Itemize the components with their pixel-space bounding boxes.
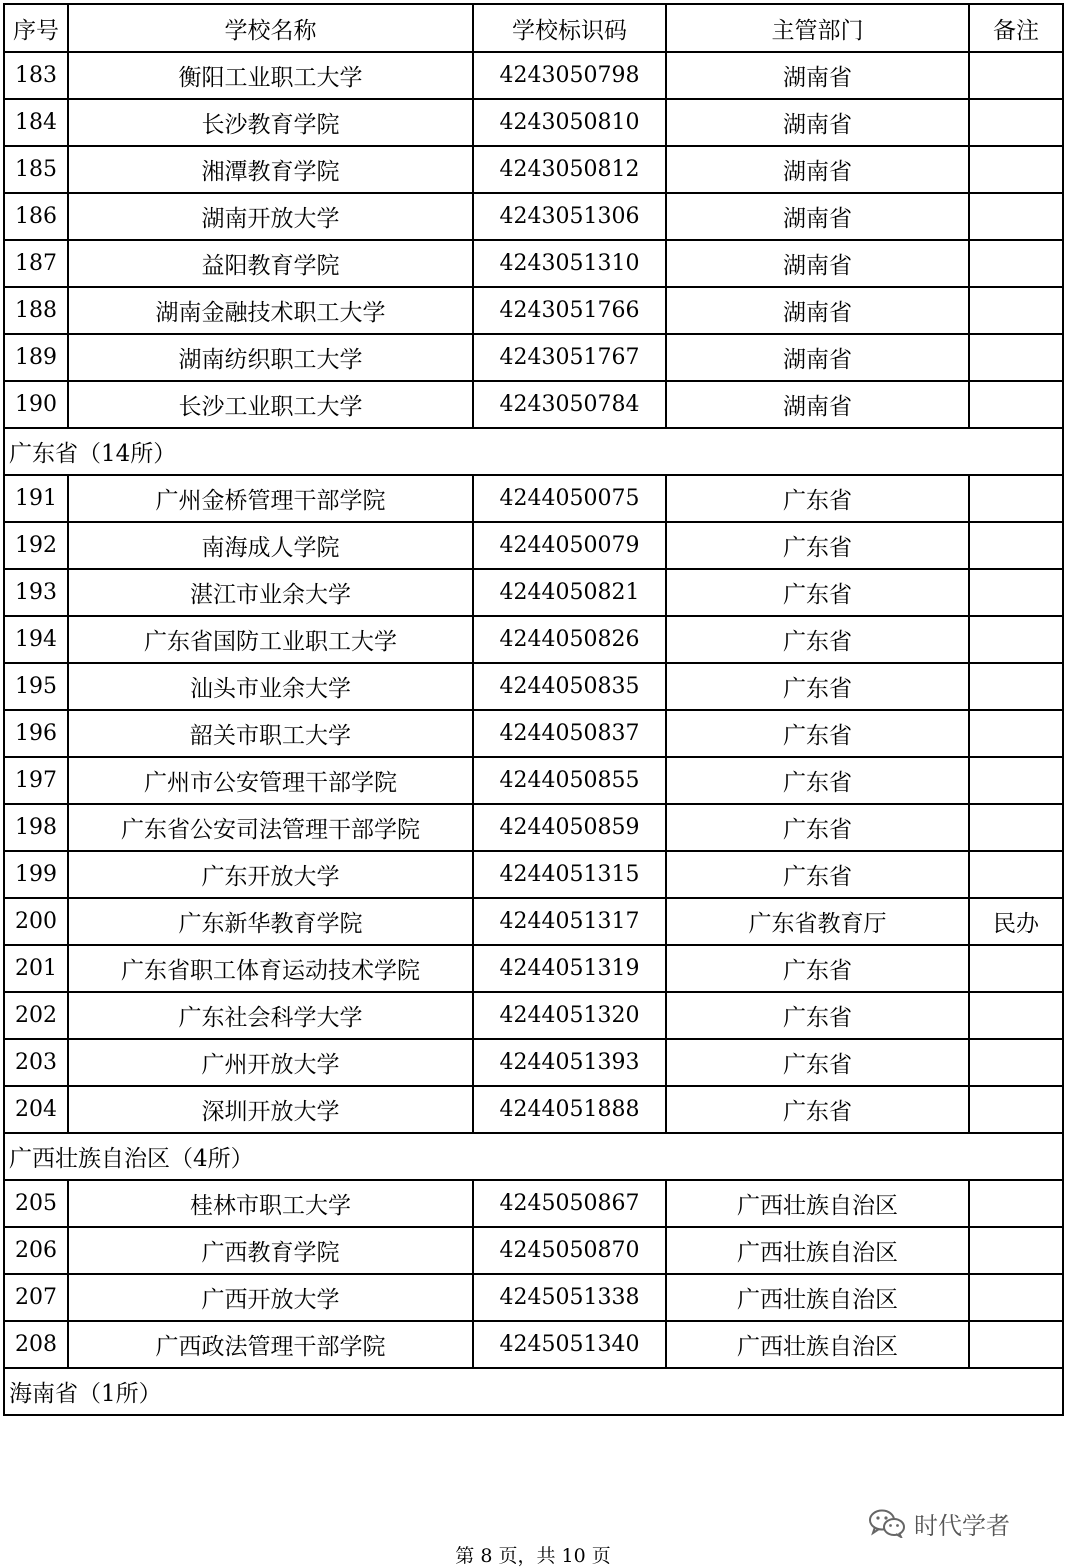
cell-school-name: 广西政法管理干部学院 xyxy=(68,1321,473,1368)
cell-serial: 197 xyxy=(4,757,68,804)
cell-remarks xyxy=(969,1086,1063,1133)
cell-remarks xyxy=(969,193,1063,240)
cell-remarks xyxy=(969,1039,1063,1086)
table-row xyxy=(4,616,1063,663)
cell-serial: 188 xyxy=(4,287,68,334)
cell-remarks xyxy=(969,1227,1063,1274)
cell-school-code: 4244051319 xyxy=(473,945,666,992)
cell-school-code: 4244051320 xyxy=(473,992,666,1039)
cell-remarks xyxy=(969,569,1063,616)
cell-school-name: 南海成人学院 xyxy=(68,522,473,569)
cell-school-code: 4245051338 xyxy=(473,1274,666,1321)
cell-department: 广西壮族自治区 xyxy=(666,1180,969,1227)
cell-school-name: 广西开放大学 xyxy=(68,1274,473,1321)
cell-department: 湖南省 xyxy=(666,287,969,334)
cell-school-code: 4244051393 xyxy=(473,1039,666,1086)
cell-school-name: 广州市公安管理干部学院 xyxy=(68,757,473,804)
section-row xyxy=(4,428,1063,475)
cell-school-code: 4244050079 xyxy=(473,522,666,569)
cell-department: 广东省 xyxy=(666,710,969,757)
table-row xyxy=(4,381,1063,428)
cell-department: 湖南省 xyxy=(666,99,969,146)
cell-school-name: 湖南开放大学 xyxy=(68,193,473,240)
cell-department: 湖南省 xyxy=(666,334,969,381)
cell-serial: 205 xyxy=(4,1180,68,1227)
cell-department: 广东省 xyxy=(666,1039,969,1086)
table-row xyxy=(4,1180,1063,1227)
cell-school-code: 4244050075 xyxy=(473,475,666,522)
cell-serial: 204 xyxy=(4,1086,68,1133)
cell-school-code: 4244051317 xyxy=(473,898,666,945)
table-row xyxy=(4,522,1063,569)
cell-remarks xyxy=(969,381,1063,428)
cell-remarks xyxy=(969,334,1063,381)
section-row xyxy=(4,1368,1063,1415)
cell-department: 广东省 xyxy=(666,804,969,851)
table-row xyxy=(4,52,1063,99)
cell-serial: 185 xyxy=(4,146,68,193)
table-row xyxy=(4,945,1063,992)
cell-serial: 202 xyxy=(4,992,68,1039)
cell-serial: 183 xyxy=(4,52,68,99)
cell-serial: 200 xyxy=(4,898,68,945)
cell-serial: 194 xyxy=(4,616,68,663)
section-title: 海南省（1所） xyxy=(4,1368,1063,1415)
cell-school-code: 4243050810 xyxy=(473,99,666,146)
cell-school-code: 4243051767 xyxy=(473,334,666,381)
table-row xyxy=(4,475,1063,522)
cell-serial: 192 xyxy=(4,522,68,569)
cell-school-code: 4243050798 xyxy=(473,52,666,99)
page-footer: 第 8 页，共 10 页 xyxy=(455,1545,611,1567)
cell-serial: 196 xyxy=(4,710,68,757)
table-row xyxy=(4,992,1063,1039)
cell-department: 广西壮族自治区 xyxy=(666,1274,969,1321)
cell-serial: 191 xyxy=(4,475,68,522)
cell-department: 广西壮族自治区 xyxy=(666,1321,969,1368)
cell-school-name: 广东开放大学 xyxy=(68,851,473,898)
cell-school-code: 4243050812 xyxy=(473,146,666,193)
section-title: 广西壮族自治区（4所） xyxy=(4,1133,1063,1180)
cell-school-name: 湛江市业余大学 xyxy=(68,569,473,616)
table-row xyxy=(4,898,1063,945)
cell-remarks xyxy=(969,663,1063,710)
table-row xyxy=(4,287,1063,334)
section-row xyxy=(4,1133,1063,1180)
cell-department: 广东省 xyxy=(666,992,969,1039)
cell-school-code: 4244050855 xyxy=(473,757,666,804)
cell-remarks xyxy=(969,616,1063,663)
cell-school-name: 湘潭教育学院 xyxy=(68,146,473,193)
table-row xyxy=(4,1321,1063,1368)
cell-department: 广东省 xyxy=(666,616,969,663)
cell-remarks xyxy=(969,1321,1063,1368)
cell-school-code: 4244051888 xyxy=(473,1086,666,1133)
cell-school-code: 4243051766 xyxy=(473,287,666,334)
cell-remarks xyxy=(969,710,1063,757)
cell-serial: 207 xyxy=(4,1274,68,1321)
header-remarks: 备注 xyxy=(969,4,1063,52)
cell-department: 广东省教育厅 xyxy=(666,898,969,945)
table-row xyxy=(4,146,1063,193)
cell-school-name: 衡阳工业职工大学 xyxy=(68,52,473,99)
table-row xyxy=(4,757,1063,804)
cell-remarks xyxy=(969,146,1063,193)
cell-department: 广东省 xyxy=(666,851,969,898)
cell-school-name: 长沙工业职工大学 xyxy=(68,381,473,428)
cell-school-name: 深圳开放大学 xyxy=(68,1086,473,1133)
table-row xyxy=(4,851,1063,898)
cell-remarks xyxy=(969,945,1063,992)
cell-school-code: 4243050784 xyxy=(473,381,666,428)
cell-school-name: 广东省国防工业职工大学 xyxy=(68,616,473,663)
cell-remarks xyxy=(969,1180,1063,1227)
cell-serial: 190 xyxy=(4,381,68,428)
cell-remarks xyxy=(969,992,1063,1039)
cell-school-name: 广东新华教育学院 xyxy=(68,898,473,945)
cell-serial: 187 xyxy=(4,240,68,287)
cell-school-name: 韶关市职工大学 xyxy=(68,710,473,757)
cell-school-code: 4245050870 xyxy=(473,1227,666,1274)
cell-school-code: 4244050821 xyxy=(473,569,666,616)
cell-school-code: 4244050837 xyxy=(473,710,666,757)
cell-remarks: 民办 xyxy=(969,898,1063,945)
cell-school-name: 广东省职工体育运动技术学院 xyxy=(68,945,473,992)
cell-school-code: 4244050835 xyxy=(473,663,666,710)
cell-school-name: 广东省公安司法管理干部学院 xyxy=(68,804,473,851)
cell-department: 湖南省 xyxy=(666,381,969,428)
table-row xyxy=(4,193,1063,240)
cell-school-code: 4244050826 xyxy=(473,616,666,663)
cell-department: 广东省 xyxy=(666,1086,969,1133)
table-body xyxy=(4,52,1063,1415)
table-row xyxy=(4,663,1063,710)
cell-school-code: 4245050867 xyxy=(473,1180,666,1227)
cell-remarks xyxy=(969,475,1063,522)
header-serial: 序号 xyxy=(4,4,68,52)
cell-serial: 208 xyxy=(4,1321,68,1368)
cell-remarks xyxy=(969,99,1063,146)
cell-serial: 201 xyxy=(4,945,68,992)
cell-serial: 189 xyxy=(4,334,68,381)
cell-department: 湖南省 xyxy=(666,240,969,287)
cell-serial: 186 xyxy=(4,193,68,240)
cell-remarks xyxy=(969,804,1063,851)
cell-department: 湖南省 xyxy=(666,193,969,240)
cell-department: 广东省 xyxy=(666,663,969,710)
cell-department: 湖南省 xyxy=(666,146,969,193)
cell-serial: 198 xyxy=(4,804,68,851)
cell-school-name: 桂林市职工大学 xyxy=(68,1180,473,1227)
table-header-row xyxy=(4,4,1063,52)
header-department: 主管部门 xyxy=(666,4,969,52)
table-row xyxy=(4,1227,1063,1274)
table-row xyxy=(4,240,1063,287)
cell-school-name: 益阳教育学院 xyxy=(68,240,473,287)
watermark-text: 时代学者 xyxy=(914,1511,1010,1540)
cell-remarks xyxy=(969,522,1063,569)
table-row xyxy=(4,1086,1063,1133)
table-row xyxy=(4,1039,1063,1086)
cell-school-name: 汕头市业余大学 xyxy=(68,663,473,710)
cell-serial: 199 xyxy=(4,851,68,898)
cell-remarks xyxy=(969,287,1063,334)
cell-serial: 184 xyxy=(4,99,68,146)
cell-department: 广东省 xyxy=(666,945,969,992)
cell-school-name: 长沙教育学院 xyxy=(68,99,473,146)
cell-department: 广东省 xyxy=(666,475,969,522)
cell-school-name: 广西教育学院 xyxy=(68,1227,473,1274)
cell-department: 广东省 xyxy=(666,757,969,804)
table-row xyxy=(4,334,1063,381)
cell-serial: 203 xyxy=(4,1039,68,1086)
cell-school-code: 4243051306 xyxy=(473,193,666,240)
cell-serial: 193 xyxy=(4,569,68,616)
cell-department: 湖南省 xyxy=(666,52,969,99)
cell-serial: 206 xyxy=(4,1227,68,1274)
table-row xyxy=(4,710,1063,757)
cell-school-code: 4244051315 xyxy=(473,851,666,898)
cell-serial: 195 xyxy=(4,663,68,710)
wechat-icon xyxy=(868,1508,906,1538)
cell-department: 广东省 xyxy=(666,522,969,569)
cell-school-name: 湖南纺织职工大学 xyxy=(68,334,473,381)
table-row xyxy=(4,1274,1063,1321)
cell-remarks xyxy=(969,52,1063,99)
header-school-code: 学校标识码 xyxy=(473,4,666,52)
cell-school-name: 广东社会科学大学 xyxy=(68,992,473,1039)
header-school-name: 学校名称 xyxy=(68,4,473,52)
table-row xyxy=(4,569,1063,616)
table-row xyxy=(4,99,1063,146)
cell-school-name: 湖南金融技术职工大学 xyxy=(68,287,473,334)
cell-school-code: 4245051340 xyxy=(473,1321,666,1368)
school-list-table xyxy=(3,3,1064,1416)
cell-school-code: 4243051310 xyxy=(473,240,666,287)
cell-remarks xyxy=(969,240,1063,287)
school-list-table-container xyxy=(3,3,1062,1416)
cell-remarks xyxy=(969,851,1063,898)
cell-school-name: 广州金桥管理干部学院 xyxy=(68,475,473,522)
table-row xyxy=(4,804,1063,851)
cell-remarks xyxy=(969,1274,1063,1321)
cell-remarks xyxy=(969,757,1063,804)
cell-school-code: 4244050859 xyxy=(473,804,666,851)
section-title: 广东省（14所） xyxy=(4,428,1063,475)
cell-department: 广东省 xyxy=(666,569,969,616)
watermark xyxy=(868,1505,1010,1541)
cell-school-name: 广州开放大学 xyxy=(68,1039,473,1086)
cell-department: 广西壮族自治区 xyxy=(666,1227,969,1274)
